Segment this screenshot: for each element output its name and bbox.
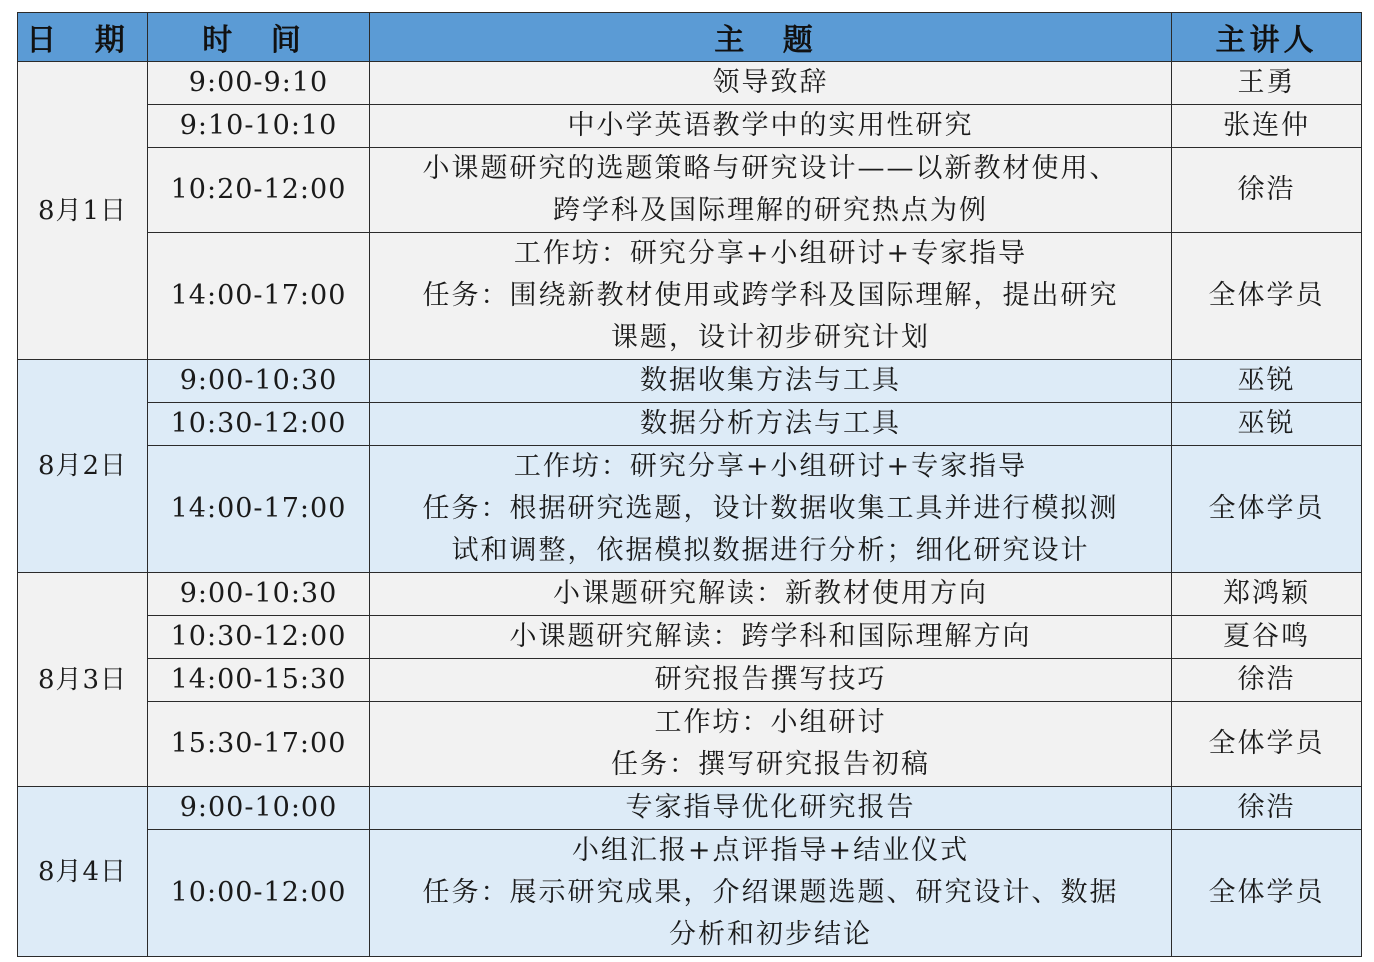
time-cell: 9:00-10:30 <box>148 573 370 616</box>
topic-cell <box>370 616 1172 659</box>
topic-line: 小组汇报+点评指导+结业仪式 <box>571 835 970 866</box>
time-cell: 9:10-10:10 <box>148 105 370 148</box>
header-date: 日 期 <box>18 13 148 62</box>
speaker-cell: 徐浩 <box>1172 787 1362 830</box>
topic-line: 数据分析方法与工具 <box>640 408 901 439</box>
table-row <box>18 105 1362 148</box>
table-row <box>18 616 1362 659</box>
topic-line: 工作坊：研究分享+小组研讨+专家指导 <box>513 238 1028 269</box>
table-row <box>18 573 1362 616</box>
date-cell: 8月4日 <box>18 787 148 957</box>
topic-cell <box>370 446 1172 573</box>
speaker-cell: 全体学员 <box>1172 233 1362 360</box>
table-row <box>18 446 1362 573</box>
time-cell: 10:30-12:00 <box>148 616 370 659</box>
topic-cell <box>370 787 1172 830</box>
time-cell: 10:00-12:00 <box>148 830 370 957</box>
speaker-cell: 徐浩 <box>1172 659 1362 702</box>
topic-line: 任务：围绕新教材使用或跨学科及国际理解，提出研究 <box>422 280 1119 311</box>
speaker-cell: 张连仲 <box>1172 105 1362 148</box>
topic-cell <box>370 403 1172 446</box>
topic-cell <box>370 659 1172 702</box>
date-cell: 8月1日 <box>18 62 148 360</box>
topic-line: 领导致辞 <box>712 67 829 98</box>
speaker-cell: 全体学员 <box>1172 446 1362 573</box>
table-row <box>18 702 1362 787</box>
topic-line: 任务：展示研究成果，介绍课题选题、研究设计、数据 <box>422 877 1119 908</box>
time-cell: 10:30-12:00 <box>148 403 370 446</box>
topic-line: 数据收集方法与工具 <box>640 365 901 396</box>
table-row <box>18 148 1362 233</box>
topic-cell <box>370 105 1172 148</box>
time-cell: 9:00-10:30 <box>148 360 370 403</box>
speaker-cell: 全体学员 <box>1172 702 1362 787</box>
speaker-cell: 郑鸿颖 <box>1172 573 1362 616</box>
topic-line: 跨学科及国际理解的研究热点为例 <box>553 195 988 226</box>
table-row <box>18 659 1362 702</box>
topic-line: 任务：撰写研究报告初稿 <box>611 749 930 780</box>
topic-line: 小课题研究解读：新教材使用方向 <box>553 578 988 609</box>
time-cell: 9:00-9:10 <box>148 62 370 105</box>
topic-cell <box>370 360 1172 403</box>
date-cell: 8月3日 <box>18 573 148 787</box>
table-row <box>18 830 1362 957</box>
table-row <box>18 787 1362 830</box>
table-row <box>18 233 1362 360</box>
topic-line: 工作坊：小组研讨 <box>654 707 887 738</box>
topic-cell <box>370 62 1172 105</box>
time-cell: 15:30-17:00 <box>148 702 370 787</box>
date-cell: 8月2日 <box>18 360 148 573</box>
table-body <box>18 62 1362 957</box>
speaker-cell: 徐浩 <box>1172 148 1362 233</box>
topic-cell <box>370 573 1172 616</box>
topic-cell <box>370 830 1172 957</box>
table-header <box>18 13 1362 62</box>
speaker-cell: 巫锐 <box>1172 403 1362 446</box>
time-cell: 9:00-10:00 <box>148 787 370 830</box>
table-row <box>18 62 1362 105</box>
topic-line: 工作坊：研究分享+小组研讨+专家指导 <box>513 451 1028 482</box>
speaker-cell: 夏谷鸣 <box>1172 616 1362 659</box>
topic-line: 小课题研究解读：跨学科和国际理解方向 <box>509 621 1032 652</box>
topic-line: 试和调整，依据模拟数据进行分析；细化研究设计 <box>451 535 1090 566</box>
topic-line: 小课题研究的选题策略与研究设计——以新教材使用、 <box>422 153 1119 184</box>
schedule-table <box>17 12 1362 957</box>
speaker-cell: 王勇 <box>1172 62 1362 105</box>
header-time: 时 间 <box>148 13 370 62</box>
speaker-cell: 全体学员 <box>1172 830 1362 957</box>
header-speaker: 主讲人 <box>1172 13 1362 62</box>
speaker-cell: 巫锐 <box>1172 360 1362 403</box>
topic-line: 中小学英语教学中的实用性研究 <box>567 110 974 141</box>
table-row <box>18 403 1362 446</box>
header-row <box>18 13 1362 62</box>
time-cell: 10:20-12:00 <box>148 148 370 233</box>
topic-cell <box>370 233 1172 360</box>
topic-line: 专家指导优化研究报告 <box>625 792 916 823</box>
time-cell: 14:00-15:30 <box>148 659 370 702</box>
time-cell: 14:00-17:00 <box>148 233 370 360</box>
topic-cell <box>370 702 1172 787</box>
topic-line: 课题，设计初步研究计划 <box>611 322 930 353</box>
topic-line: 任务：根据研究选题，设计数据收集工具并进行模拟测 <box>422 493 1119 524</box>
topic-line: 研究报告撰写技巧 <box>654 664 887 695</box>
topic-cell <box>370 148 1172 233</box>
header-topic: 主 题 <box>370 13 1172 62</box>
time-cell: 14:00-17:00 <box>148 446 370 573</box>
table-row <box>18 360 1362 403</box>
topic-line: 分析和初步结论 <box>669 919 872 950</box>
